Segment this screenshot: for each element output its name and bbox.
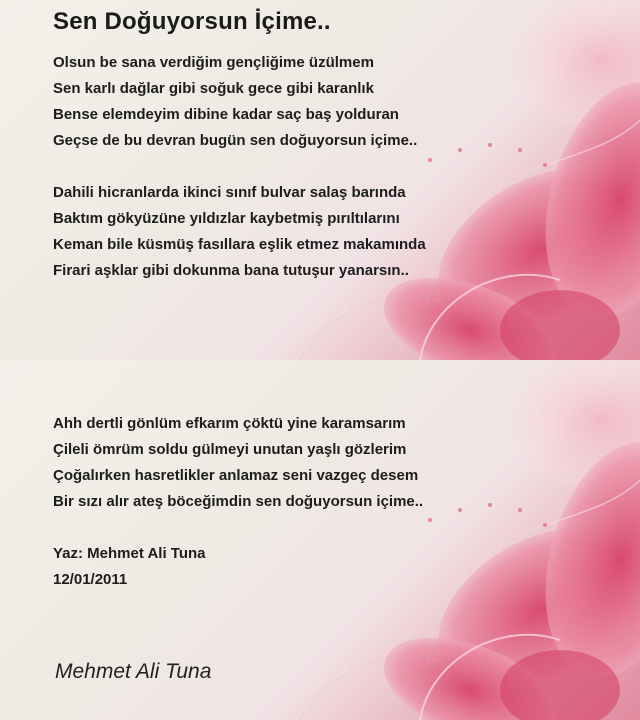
poem-line: Çileli ömrüm soldu gülmeyi unutan yaşlı gözlerim xyxy=(53,441,407,458)
poem-line: Baktım gökyüzüne yıldızlar kaybetmiş pırıltılarını xyxy=(53,210,400,227)
stanza-2 xyxy=(53,180,426,284)
author-signature: Mehmet Ali Tuna xyxy=(55,660,212,683)
poem-line: Sen karlı dağlar gibi soğuk gece gibi karanlık xyxy=(53,80,374,97)
poem-line: Firari aşklar gibi dokunma bana tutuşur yanarsın.. xyxy=(53,262,409,279)
poem-line: Olsun be sana verdiğim gençliğime üzülmem xyxy=(53,54,374,71)
poem-line: Çoğalırken hasretlikler anlamaz seni vazgeç desem xyxy=(53,467,419,484)
poem-line: Dahili hicranlarda ikinci sınıf bulvar salaş barında xyxy=(53,184,406,201)
poem-line: Geçse de bu devran bugün sen doğuyorsun içime.. xyxy=(53,132,418,149)
poem-date: 12/01/2011 xyxy=(53,571,128,588)
stanza-1 xyxy=(53,50,417,154)
poem-line: Ahh dertli gönlüm efkarım çöktü yine karamsarım xyxy=(53,415,406,432)
poem-line: Keman bile küsmüş fasıllara eşlik etmez makamında xyxy=(53,236,426,253)
stanza-3 xyxy=(53,411,423,515)
author-line: Yaz: Mehmet Ali Tuna xyxy=(53,545,206,562)
poem-title: Sen Doğuyorsun İçime.. xyxy=(53,8,331,35)
poem-line: Bense elemdeyim dibine kadar saç baş yolduran xyxy=(53,106,399,123)
poem-line: Bir sızı alır ateş böceğimdin sen doğuyorsun içime.. xyxy=(53,493,424,510)
